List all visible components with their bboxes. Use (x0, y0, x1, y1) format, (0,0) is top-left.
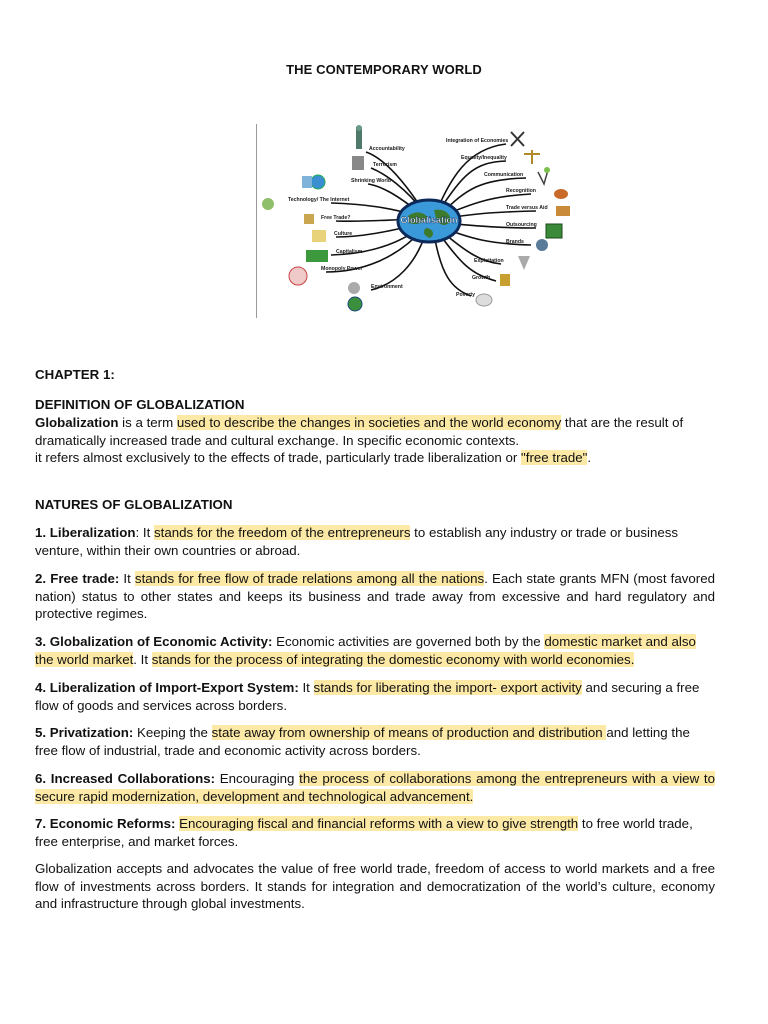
definition-paragraph: Globalization is a term used to describe the changes in societies and the world economy that are the result of dramatically increased trade and cultural exchange. In specific economic contexts. it refers almost exclusively to the effects of trade, particularly trade liberalization or "free trade". (35, 415, 684, 465)
environment-icon (348, 282, 362, 311)
statue-of-liberty-icon (356, 125, 362, 149)
highlight: stands for the freedom of the entrepreneurs (153, 525, 411, 540)
label-exploitation: Exploitation (474, 258, 504, 264)
chapter-heading: CHAPTER 1: (35, 367, 115, 382)
nature-item-4: 4. Liberalization of Import-Export System: It stands for liberating the import- export activity and securing a free flow of goods and services across borders. (35, 680, 700, 713)
monopoly-power-icon (289, 267, 307, 285)
label-shrinking-world: Shrinking World (351, 178, 391, 184)
terrorism-icon (352, 156, 364, 170)
highlight: the process of collaborations among the entrepreneurs with a view to secure rapid modernization, development and technological advancement. (35, 771, 715, 804)
label-communication: Communication (484, 172, 524, 178)
label-free-trade: Free Trade? (321, 215, 351, 221)
definition-heading: DEFINITION OF GLOBALIZATION (35, 397, 245, 412)
label-recognition: Recognition (506, 188, 536, 194)
label-environment: Environment (371, 284, 403, 290)
nature-item-3: 3. Globalization of Economic Activity: Economic activities are governed both by the domestic market and also the world market. It stands for the process of integrating the domestic economy with world economies. (35, 634, 696, 667)
culture-icon (312, 230, 326, 242)
globe-small-icon (302, 175, 325, 189)
highlight: state away from ownership of means of production and distribution (211, 725, 607, 740)
exploitation-icon (518, 256, 530, 270)
natures-heading: NATURES OF GLOBALIZATION (35, 497, 233, 512)
label-capitalism: Capitalism (336, 249, 363, 255)
label-outsourcing: Outsourcing (506, 222, 537, 228)
label-trade-versus-aid: Trade versus Aid (506, 205, 548, 211)
trade-versus-aid-icon (556, 206, 570, 216)
center-label: Globalisation (400, 215, 458, 225)
integration-of-economies-icon (511, 132, 524, 146)
communication-icon (538, 167, 550, 184)
label-culture: Culture (334, 231, 353, 237)
brands-icon (536, 239, 548, 251)
highlight: domestic market and also the world market (35, 634, 696, 667)
closing-paragraph: Globalization accepts and advocates the value of free world trade, freedom of access to world markets and a free flow of investments across borders. It stands for integration and democratization of the world’s culture, economy and infrastructure through global investments. (35, 861, 715, 911)
nature-item-7: 7. Economic Reforms: Encouraging fiscal and financial reforms with a view to give strength to free world trade, free enterprise, and market forces. (35, 816, 693, 849)
nature-item-2: 2. Free trade: It stands for free flow of trade relations among all the nations. Each state grants MFN (most favored nation) status to other states and keeps its business and trade away from excessive and hard regulatory and protective regimes. (35, 571, 715, 621)
label-equality-inequality: Equality/Inequality (461, 155, 507, 161)
label-integration-of-economies: Integration of Economies (446, 138, 509, 144)
highlight: stands for liberating the import- export activity (313, 680, 582, 695)
label-monopoly-power: Monopoly Power (321, 266, 363, 272)
scales-icon (524, 150, 540, 164)
highlight: "free trade" (521, 450, 588, 465)
highlight: stands for free flow of trade relations among all the nations (134, 571, 485, 586)
outsourcing-icon (546, 224, 562, 238)
technology-icon (262, 198, 274, 210)
nature-item-6: 6. Increased Collaborations: Encouraging the process of collaborations among the entrepreneurs with a view to secure rapid modernization, development and technological advancement. (35, 771, 715, 804)
label-brands: Brands (506, 239, 524, 245)
free-trade-icon (304, 214, 314, 224)
growth-icon (500, 274, 510, 286)
label-accountability: Accountability (369, 146, 405, 152)
nature-item-5: 5. Privatization: Keeping the state away from ownership of means of production and distribution and letting the free flow of industrial, trade and economic activity across borders. (35, 725, 690, 758)
label-poverty: Poverty (456, 292, 476, 298)
label-technology: Technology/ The Internet (288, 197, 350, 203)
label-growth: Growth (472, 275, 491, 281)
burger-icon (554, 189, 568, 199)
capitalism-icon (306, 250, 328, 262)
poverty-icon (476, 294, 492, 306)
label-terrorism: Terrorism (373, 162, 397, 168)
globalisation-mind-map (256, 124, 578, 318)
definition-term: Globalization (35, 415, 119, 430)
highlight: used to describe the changes in societies and the world economy (176, 415, 562, 430)
highlight: stands for the process of integrating the domestic economy with world economies. (151, 651, 635, 667)
nature-item-1: 1. Liberalization: It stands for the freedom of the entrepreneurs to establish any industry or trade or business venture, within their own countries or abroad. (35, 525, 679, 558)
highlight: Encouraging fiscal and financial reforms with a view to give strength (179, 816, 579, 831)
page-title: THE CONTEMPORARY WORLD (286, 62, 482, 77)
